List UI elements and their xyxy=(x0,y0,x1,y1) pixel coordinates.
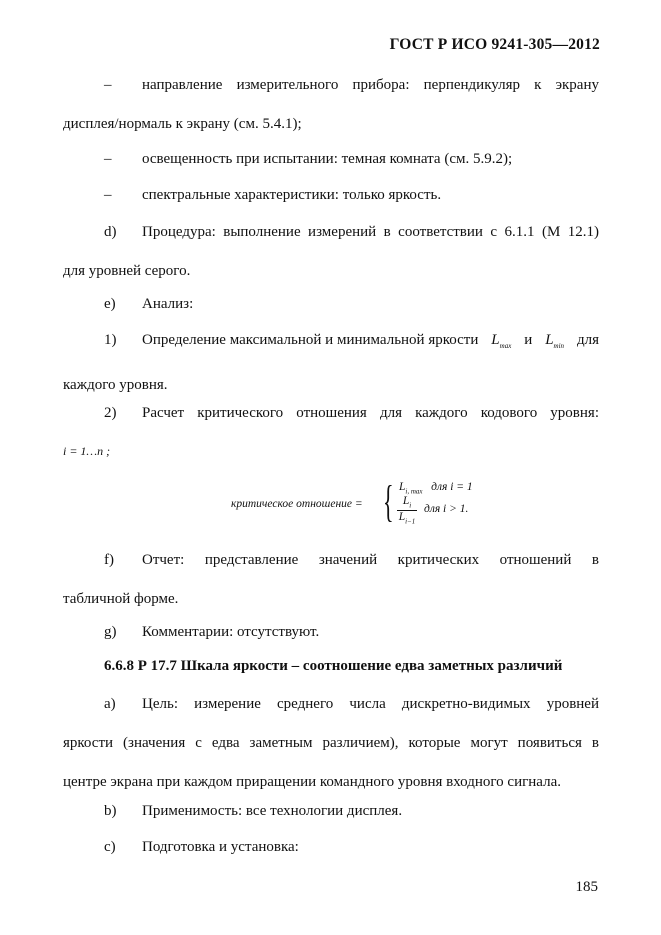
list-marker: f) xyxy=(104,552,114,568)
list-continuation: центре экрана при каждом приращении командного уровня входного сигнала. xyxy=(63,774,561,790)
list-text: спектральные характеристики: только яркость. xyxy=(142,187,442,203)
list-text: Комментарии: отсутствуют. xyxy=(142,624,320,640)
list-text: Цель: измерение среднего числа дискретно-видимых уровней xyxy=(142,696,599,712)
list-text: Процедура: выполнение измерений в соответствии с 6.1.1 (М 12.1) xyxy=(142,224,599,240)
list-item xyxy=(63,404,599,461)
list-marker: g) xyxy=(104,624,117,640)
formula-subscript: i−1 xyxy=(405,517,416,526)
list-text: Подготовка и установка: xyxy=(142,839,299,855)
formula-numerator: L xyxy=(402,495,410,507)
formula-case-1 xyxy=(399,481,473,495)
list-continuation: дисплея/нормаль к экрану (см. 5.4.1); xyxy=(63,116,302,132)
list-item xyxy=(63,150,599,169)
list-text: направление измерительного прибора: перпендикуляр к экрану xyxy=(142,77,599,93)
list-marker: – xyxy=(104,151,112,167)
list-continuation: яркости (значения с едва заметным различием), которые могут появиться в xyxy=(63,735,599,751)
section-heading: 6.6.8 Р 17.7 Шкала яркости – соотношение едва заметных различий xyxy=(104,658,563,674)
list-marker: a) xyxy=(104,696,116,712)
formula-subscript: i xyxy=(409,501,412,510)
list-item xyxy=(63,331,599,395)
formula-subscript: i, max xyxy=(405,487,423,496)
formula-symbol: L xyxy=(399,481,406,493)
l-max-subscript: max xyxy=(499,342,512,350)
list-marker: e) xyxy=(104,296,116,312)
formula-case-2-condition xyxy=(424,503,468,515)
l-max-symbol: L xyxy=(491,332,500,348)
formula-denominator: L xyxy=(398,511,406,524)
list-item xyxy=(63,838,599,857)
formula-condition: для i = 1 xyxy=(431,481,473,493)
list-continuation: табличной форме. xyxy=(63,591,179,607)
list-marker: – xyxy=(104,187,112,203)
list-text: Определение максимальной и минимальной яркости xyxy=(142,332,479,348)
document-header: ГОСТ Р ИСО 9241-305—2012 xyxy=(389,36,600,53)
list-item xyxy=(63,295,599,314)
list-item xyxy=(63,551,599,609)
list-text-end: для xyxy=(576,332,599,348)
l-min-symbol: L xyxy=(545,332,554,348)
list-marker: 1) xyxy=(104,332,117,348)
list-text: Анализ: xyxy=(142,296,194,312)
list-item xyxy=(63,623,599,642)
critical-ratio-formula xyxy=(231,478,531,530)
list-item xyxy=(63,76,599,134)
page-number: 185 xyxy=(575,879,598,895)
list-item xyxy=(63,223,599,281)
list-text: Применимость: все технологии дисплея. xyxy=(142,803,403,819)
index-range: i = 1…n ; xyxy=(63,444,111,458)
list-item xyxy=(63,695,599,792)
list-continuation: каждого уровня. xyxy=(63,377,168,393)
list-item xyxy=(63,186,599,205)
list-marker: – xyxy=(104,77,112,93)
formula-end: . xyxy=(465,503,469,515)
list-text: Отчет: представление значений критических отношений в xyxy=(142,552,599,568)
formula-condition: для i > 1 xyxy=(424,503,466,515)
list-text: освещенность при испытании: темная комната (см. 5.9.2); xyxy=(142,151,513,167)
list-marker: c) xyxy=(104,839,116,855)
list-item xyxy=(63,802,599,821)
formula-brace: { xyxy=(383,477,394,526)
list-continuation: для уровней серого. xyxy=(63,263,191,279)
conjunction: и xyxy=(524,332,533,348)
formula-lhs: критическое отношение = xyxy=(231,498,363,510)
list-marker: b) xyxy=(104,803,117,819)
list-marker: d) xyxy=(104,224,117,240)
formula-fraction xyxy=(397,495,417,526)
l-min-subscript: min xyxy=(553,342,565,350)
list-text: Расчет критического отношения для каждого кодового уровня: xyxy=(142,405,599,421)
list-marker: 2) xyxy=(104,405,117,421)
